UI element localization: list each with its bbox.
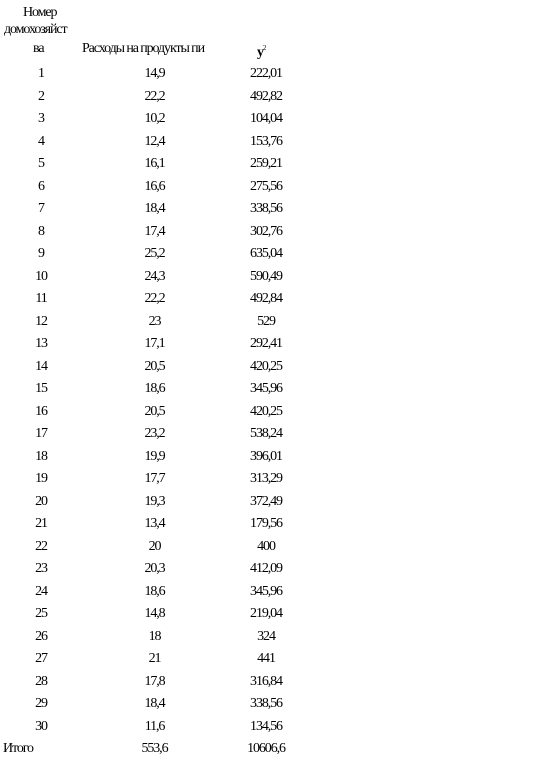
- household-number-cell: 16: [35, 403, 47, 419]
- household-number-cell: 27: [35, 651, 47, 667]
- household-number-cell: 26: [35, 628, 47, 644]
- table-row: [0, 468, 305, 491]
- table-row: [0, 716, 305, 739]
- header-household-number-line3: ва: [33, 41, 44, 56]
- y-squared-cell: 590,49: [250, 268, 282, 284]
- header-y-letter: y: [257, 45, 263, 60]
- household-number-cell: 24: [35, 583, 47, 599]
- household-number-cell: 22: [35, 538, 47, 554]
- household-number-cell: 4: [38, 133, 44, 149]
- data-table-body: [0, 63, 305, 761]
- table-row: [0, 131, 305, 154]
- table-row: [0, 63, 305, 86]
- table-row: [0, 536, 305, 559]
- food-expenses-cell: 17,1: [144, 336, 165, 352]
- table-row: [0, 221, 305, 244]
- total-food-expenses: 553,6: [141, 741, 168, 757]
- food-expenses-cell: 13,4: [144, 516, 165, 532]
- food-expenses-cell: 23: [148, 313, 161, 329]
- y-squared-cell: 104,04: [250, 111, 282, 127]
- table-row: [0, 86, 305, 109]
- y-squared-cell: 219,04: [250, 606, 282, 622]
- food-expenses-cell: 20,3: [144, 561, 165, 577]
- y-squared-cell: 635,04: [250, 246, 282, 262]
- table-row: [0, 513, 305, 536]
- total-label: Итого: [3, 741, 33, 757]
- household-number-cell: 12: [35, 313, 47, 329]
- household-number-cell: 9: [38, 246, 44, 262]
- food-expenses-cell: 19,3: [144, 493, 165, 509]
- food-expenses-cell: 20,5: [144, 358, 165, 374]
- food-expenses-cell: 18,6: [144, 381, 165, 397]
- y-squared-cell: 316,84: [250, 673, 282, 689]
- food-expenses-cell: 17,7: [144, 471, 165, 487]
- household-number-cell: 21: [35, 516, 47, 532]
- y-squared-cell: 338,56: [250, 696, 282, 712]
- y-squared-cell: 538,24: [250, 426, 282, 442]
- table-row: [0, 243, 305, 266]
- table-row: [0, 266, 305, 289]
- y-squared-cell: 420,25: [250, 358, 282, 374]
- table-row: [0, 446, 305, 469]
- y-squared-cell: 259,21: [250, 156, 282, 172]
- food-expenses-cell: 24,3: [144, 268, 165, 284]
- header-y-exponent: 2: [262, 44, 266, 52]
- food-expenses-cell: 21: [148, 651, 161, 667]
- y-squared-cell: 222,01: [250, 66, 282, 82]
- y-squared-cell: 134,56: [250, 718, 282, 734]
- household-number-cell: 5: [38, 156, 44, 172]
- food-expenses-cell: 16,1: [144, 156, 165, 172]
- household-number-cell: 10: [35, 268, 47, 284]
- table-row: [0, 423, 305, 446]
- y-squared-cell: 324: [257, 628, 275, 644]
- table-row: [0, 491, 305, 514]
- food-expenses-cell: 18,4: [144, 696, 165, 712]
- household-number-cell: 29: [35, 696, 47, 712]
- y-squared-cell: 492,82: [250, 88, 282, 104]
- y-squared-cell: 396,01: [250, 448, 282, 464]
- table-row: [0, 558, 305, 581]
- household-number-cell: 7: [38, 201, 44, 217]
- table-row: [0, 648, 305, 671]
- y-squared-cell: 275,56: [250, 178, 282, 194]
- table-row: [0, 198, 305, 221]
- household-number-cell: 6: [38, 178, 44, 194]
- table-row: [0, 581, 305, 604]
- food-expenses-cell: 12,4: [144, 133, 165, 149]
- y-squared-cell: 179,56: [250, 516, 282, 532]
- household-number-cell: 30: [35, 718, 47, 734]
- y-squared-cell: 292,41: [250, 336, 282, 352]
- total-y-squared: 10606,6: [247, 741, 285, 757]
- household-number-cell: 23: [35, 561, 47, 577]
- food-expenses-cell: 25,2: [144, 246, 165, 262]
- household-number-cell: 18: [35, 448, 47, 464]
- household-number-cell: 14: [35, 358, 47, 374]
- table-row: [0, 603, 305, 626]
- household-number-cell: 19: [35, 471, 47, 487]
- y-squared-cell: 302,76: [250, 223, 282, 239]
- y-squared-cell: 345,96: [250, 583, 282, 599]
- food-expenses-cell: 10,2: [144, 111, 165, 127]
- household-number-cell: 3: [38, 111, 44, 127]
- header-food-expenses: Расходы на продукты пи: [82, 41, 204, 56]
- y-squared-cell: 400: [257, 538, 275, 554]
- food-expenses-cell: 20,5: [144, 403, 165, 419]
- food-expenses-cell: 14,8: [144, 606, 165, 622]
- food-expenses-cell: 23,2: [144, 426, 165, 442]
- food-expenses-cell: 22,2: [144, 88, 165, 104]
- table-row: [0, 176, 305, 199]
- food-expenses-cell: 14,9: [144, 66, 165, 82]
- header-household-number-line1: Номер: [23, 5, 57, 20]
- data-table: [0, 63, 305, 761]
- y-squared-cell: 492,84: [250, 291, 282, 307]
- y-squared-cell: 529: [257, 313, 275, 329]
- food-expenses-cell: 18: [148, 628, 161, 644]
- household-number-cell: 15: [35, 381, 47, 397]
- table-row: [0, 311, 305, 334]
- y-squared-cell: 313,29: [250, 471, 282, 487]
- household-number-cell: 17: [35, 426, 47, 442]
- table-row: [0, 333, 305, 356]
- food-expenses-cell: 19,9: [144, 448, 165, 464]
- food-expenses-cell: 11,6: [144, 718, 165, 734]
- household-number-cell: 1: [38, 66, 44, 82]
- household-number-cell: 25: [35, 606, 47, 622]
- y-squared-cell: 153,76: [250, 133, 282, 149]
- food-expenses-cell: 17,4: [144, 223, 165, 239]
- household-number-cell: 20: [35, 493, 47, 509]
- total-row: [0, 738, 305, 761]
- food-expenses-cell: 18,6: [144, 583, 165, 599]
- food-expenses-cell: 22,2: [144, 291, 165, 307]
- y-squared-cell: 441: [257, 651, 275, 667]
- table-row: [0, 401, 305, 424]
- household-number-cell: 28: [35, 673, 47, 689]
- y-squared-cell: 420,25: [250, 403, 282, 419]
- y-squared-cell: 412,09: [250, 561, 282, 577]
- food-expenses-cell: 18,4: [144, 201, 165, 217]
- header-household-number-line2: домохозяйст: [4, 22, 67, 37]
- food-expenses-cell: 20: [148, 538, 161, 554]
- table-row: [0, 693, 305, 716]
- household-number-cell: 11: [35, 291, 47, 307]
- household-number-cell: 13: [35, 336, 47, 352]
- table-row: [0, 288, 305, 311]
- header-y-squared: [257, 40, 265, 61]
- table-row: [0, 356, 305, 379]
- table-row: [0, 626, 305, 649]
- table-row: [0, 108, 305, 131]
- household-number-cell: 2: [38, 88, 44, 104]
- table-row: [0, 671, 305, 694]
- food-expenses-cell: 17,8: [144, 673, 165, 689]
- household-number-cell: 8: [38, 223, 44, 239]
- table-row: [0, 153, 305, 176]
- food-expenses-cell: 16,6: [144, 178, 165, 194]
- y-squared-cell: 372,49: [250, 493, 282, 509]
- table-row: [0, 378, 305, 401]
- y-squared-cell: 338,56: [250, 201, 282, 217]
- y-squared-cell: 345,96: [250, 381, 282, 397]
